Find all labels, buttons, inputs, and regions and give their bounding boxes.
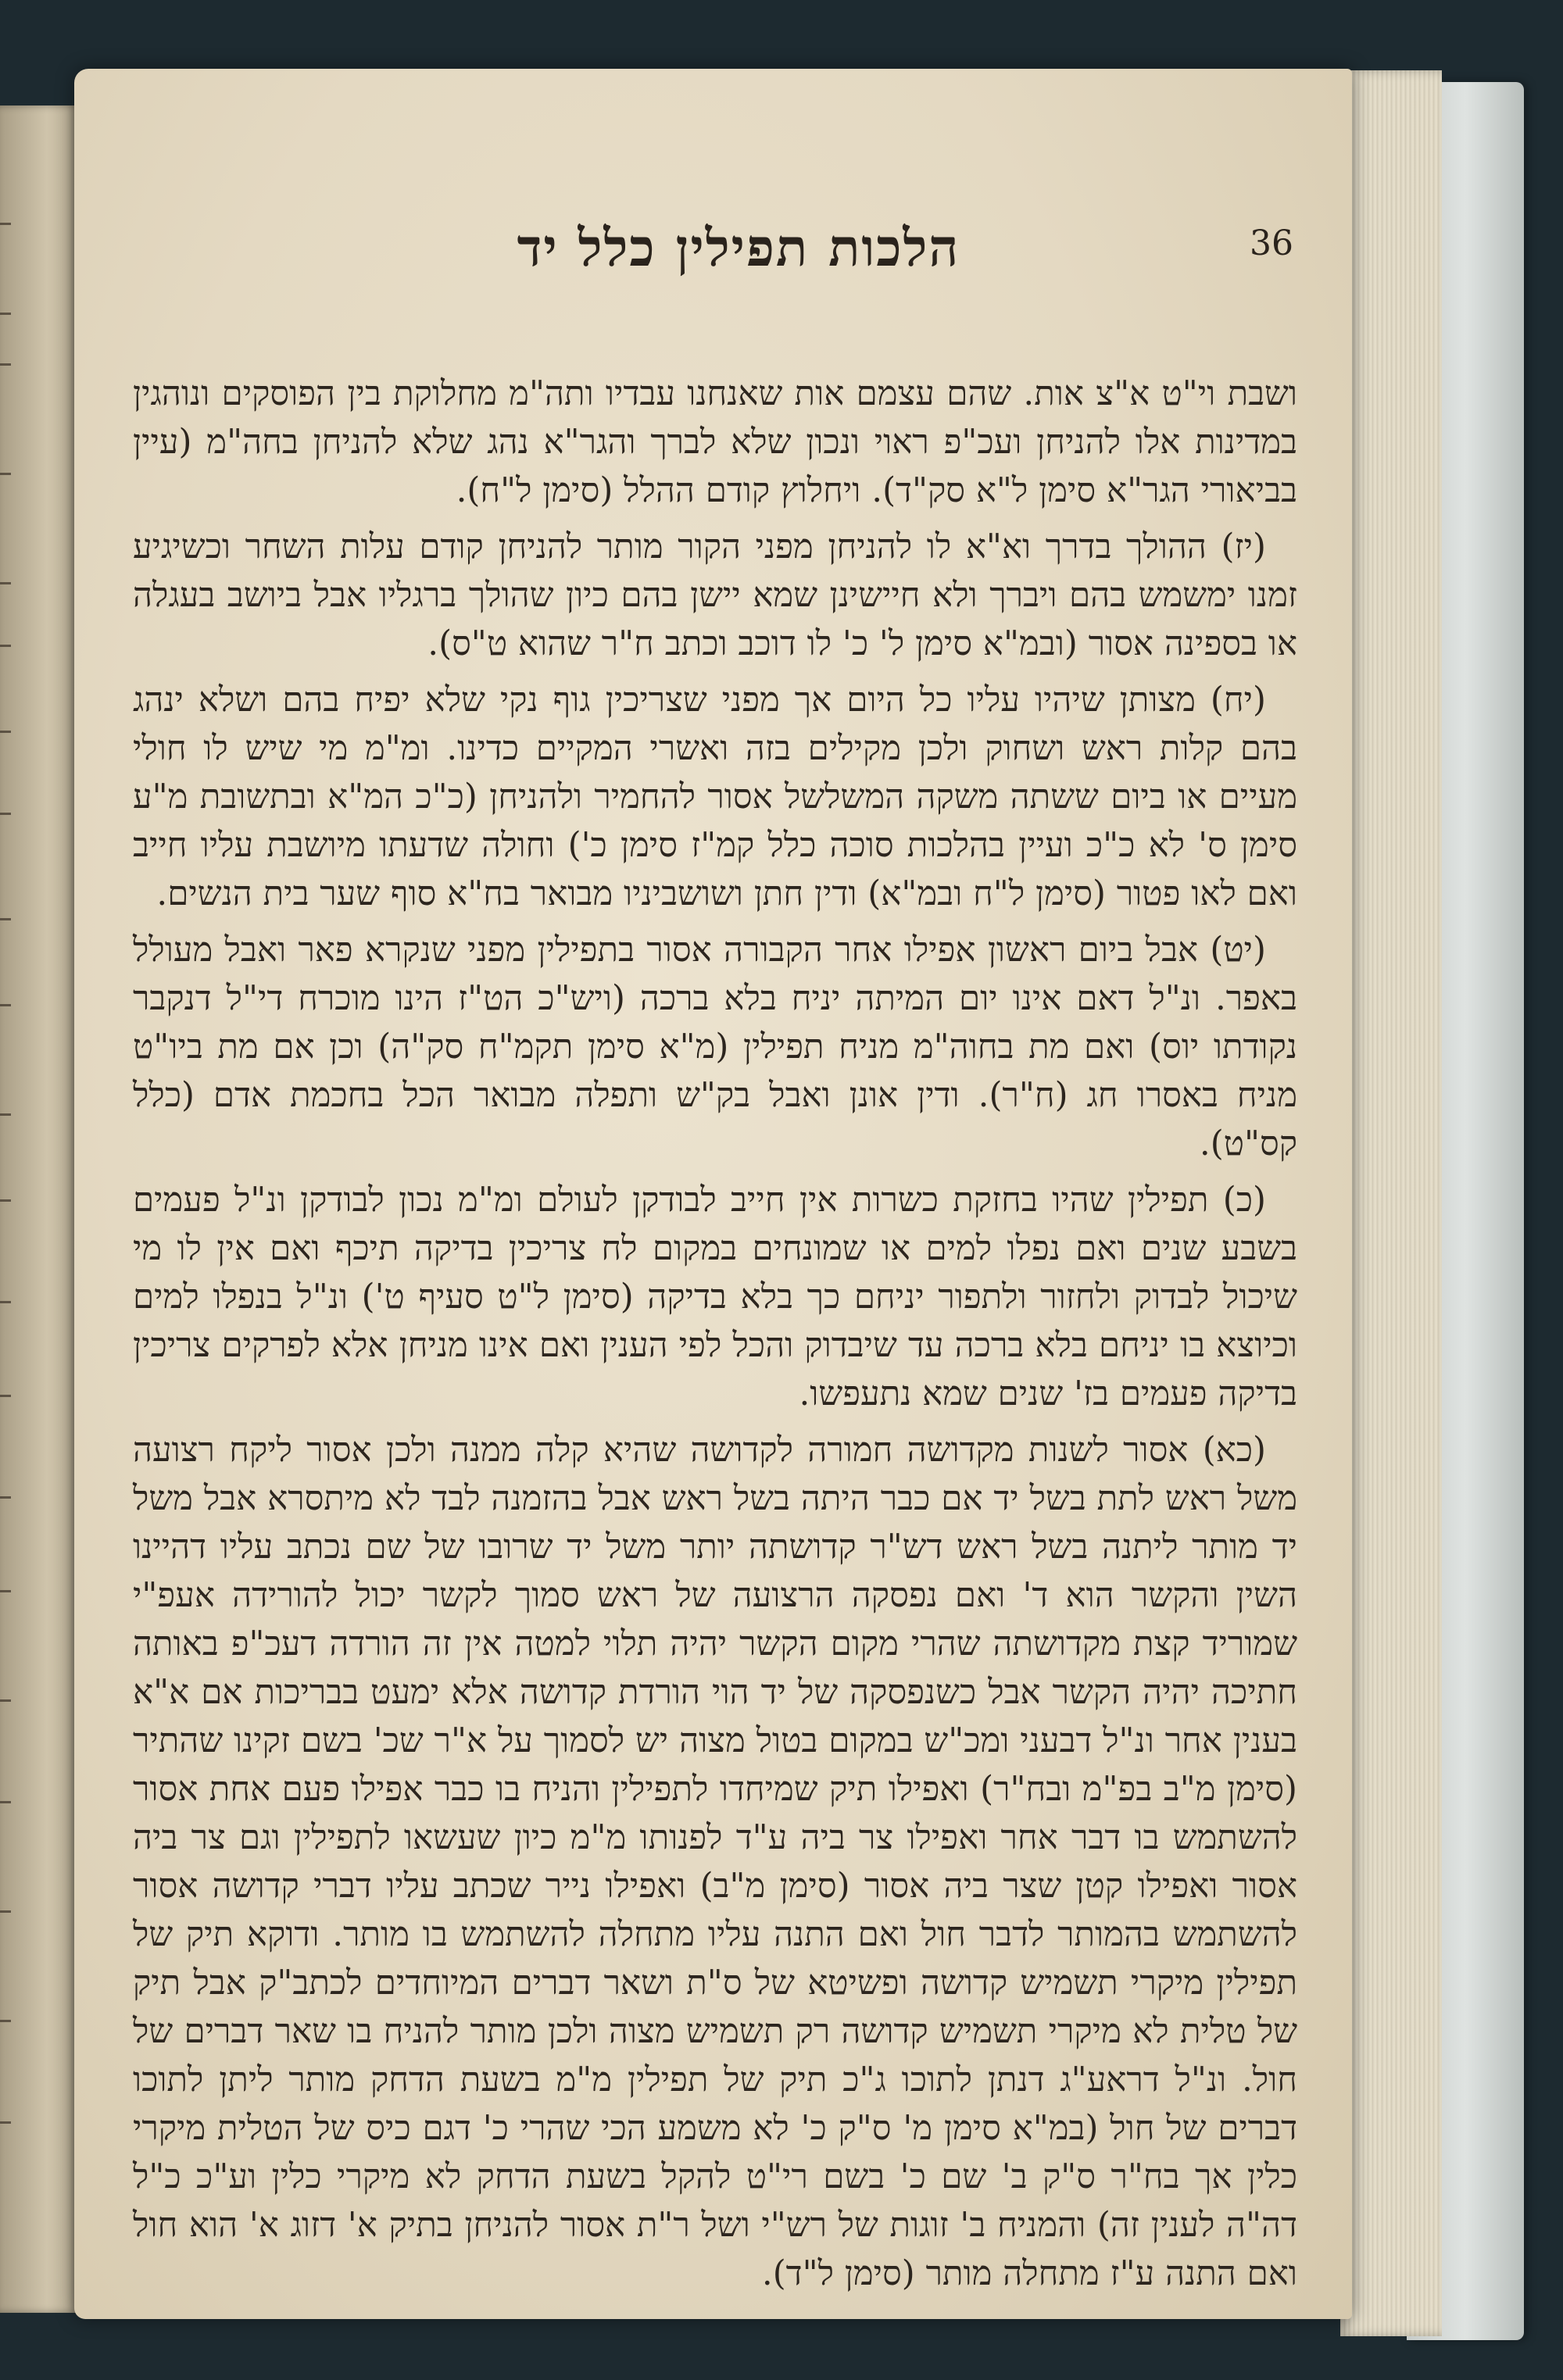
book-page	[74, 69, 1352, 2319]
paragraph: (כא) אסור לשנות מקדושה חמורה לקדושה שהיא קלה ממנה ולכן אסור ליקח רצועה משל ראש לתת בשל יד אם כבר היתה בשל ראש אבל בהזמנה לבד לא מיתסרא אבל משל יד מותר ליתנה בשל ראש דש"ר קדושתה יותר משל יד שרובו של שם נכתב עליו דהיינו השין והקשר הוא ד' ואם נפסקה הרצועה של ראש סמוך לקשר יכול להורידה אעפ"י שמוריד קצת מקדושתה שהרי מקום הקשר יהיה תלוי למטה אין זה הורדה דעכ"פ באותה חתיכה יהיה הקשר אבל כשנפסקה של יד הוי הורדת קדושה אלא ימעט בבריכות אם א"א בענין אחר ונ"ל דבעני ומכ"ש במקום בטול מצוה יש לסמוך על א"ר שכ' בשם זקינו שהתיר (סימן מ"ב בפ"מ ובח"ר) ואפילו תיק שמיחדו לתפילין והניח בו כבר אפילו פעם אחת אסור להשתמש בו דבר אחר ואפילו צר ביה ע"ד לפנותו מ"מ כיון שעשאו לתפילין וגם צר ביה אסור ואפילו קטן שצר ביה אסור (סימן מ"ב) ואפילו נייר שכתב עליו דברי קדושה אסור להשתמש בהמותר לדבר חול ואם התנה עליו מתחלה להשתמש בו מותר. ודוקא תיק של תפילין מיקרי תשמיש קדושה ופשיטא של ס"ת ושאר דברים המיוחדים לכתב"ק אבל תיק של טלית לא מיקרי תשמיש קדושה רק תשמיש מצוה ולכן מותר להניח בו שאר דברים של חול. ונ"ל דראע"ג דנתן לתוכו ג"כ תיק של תפילין מ"מ בשעת הדחק מותר ליתן לתוכו דברים של חול (במ"א סימן מ' ס"ק כ' לא משמע הכי שהרי כ' דגם כיס של הטלית מיקרי כלין אך בח"ר ס"ק ב' שם כ' בשם רי"ט להקל בשעת הדחק לא מיקרי כלין וע"כ כ"ל דה"ה לענין זה) והמניח ב' זוגות של רש"י ושל ר"ת אסור להניחן בתיק א' דזוג א' הוא חול ואם התנה ע"ז מתחלה מותר (סימן ל"ד).	[133, 1431, 1298, 2293]
page-header	[137, 217, 1293, 311]
page-block-edge	[1340, 70, 1442, 2336]
paragraph: (יח) מצותן שיהיו עליו כל היום אך מפני שצריכין גוף נקי שלא יפיח בהם ושלא ינהג בהם קלות ראש ושחוק ולכן מקילים בזה ואשרי המקיים כדינו. ומ"מ מי שיש לו חולי מעיים או ביום ששתה משקה המשלשל אסור להחמיר ולהניחן (כ"כ המ"א ובתשובת מ"ע סימן ס' לא כ"כ ועיין בהלכות סוכה כלל קמ"ז סימן כ') וחולה שדעתו מיושבת עליו חייב ואם לאו פטור (סימן ל"ח ובמ"א) ודין חתן ושושביניו מבואר בח"א סוף שער בית הנשים.	[133, 681, 1297, 913]
page-number: 36	[1250, 223, 1293, 263]
previous-page-text-fragments	[0, 105, 78, 2313]
previous-page-edge	[0, 105, 78, 2313]
paragraph: ושבת וי"ט א"צ אות. שהם עצמם אות שאנחנו עבדיו ותה"מ מחלוקת בין הפוסקים ונוהגין במדינות אלו להניחן ועכ"פ ראוי ונכון שלא לברך והגר"א נהג שלא להניחן בחה"מ (עיין בביאורי הגר"א סימן ל"א סק"ד). ויחלוץ קודם ההלל (סימן ל"ח).	[133, 374, 1297, 510]
paragraph: (יט) אבל ביום ראשון אפילו אחר הקבורה אסור בתפילין מפני שנקרא פאר ואבל מעולל באפר. ונ"ל דאם אינו יום המיתה יניח בלא ברכה (ויש"כ הט"ז הינו מוכרח די"ל דנקבר נקודתו יוס) ואם מת בחוה"מ מניח תפילין (מ"א סימן תקמ"ח סק"ה) וכן אם מת ביו"ט מניח באסרו חג (ח"ר). ודין אונן ואבל בק"ש ותפלה מבואר הכל בחכמת אדם (כלל קס"ט).	[133, 931, 1297, 1163]
paragraph: (כ) תפילין שהיו בחזקת כשרות אין חייב לבודקן לעולם ומ"מ נכון לבודקן ונ"ל פעמים בשבע שנים ואם נפלו למים או שמונחים במקום לח צריכין בדיקה תיכף ואם אין לו מי שיכול לבדוק ולחזור ולתפור יניחם כך בלא בדיקה (סימן ל"ט סעיף ט') ונ"ל בנפלו למים וכיוצא בו יניחם בלא ברכה עד שיבדוק והכל לפי הענין ואם אינו מניחן אלא לפרקים צריכין בדיקה פעמים בז' שנים שמא נתעפשו.	[133, 1181, 1297, 1413]
running-title: הלכות תפילין כלל יד	[517, 217, 960, 278]
paragraph: (יז) ההולך בדרך וא"א לו להניחן מפני הקור מותר להניחן קודם עלות השחר וכשיגיע זמנו ימשמש בהם ויברך ולא חיישינן שמא יישן בהם כיון שהולך ברגליו אבל ביושב בעגלה או בספינה אסור (ובמ"א סימן ל' כ' לו דוכב וכתב ח"ר שהוא ט"ס).	[133, 527, 1297, 663]
body-text	[133, 370, 1297, 2306]
